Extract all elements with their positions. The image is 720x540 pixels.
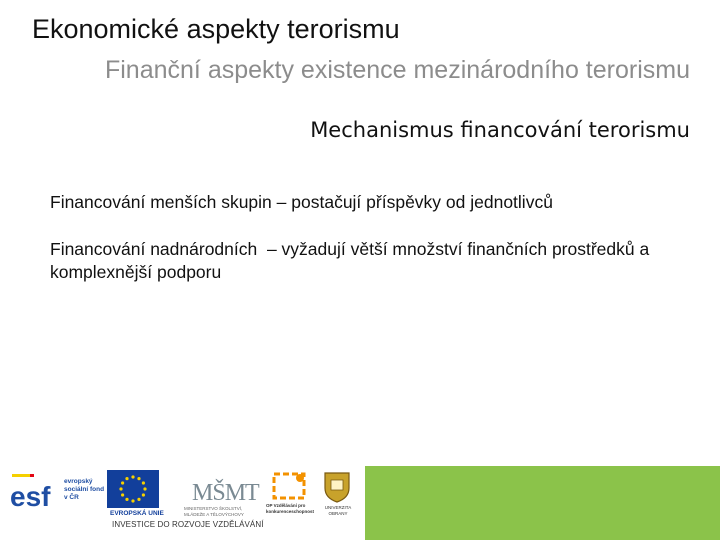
paragraph-transnational-term: Financování nadnárodních: [50, 239, 258, 259]
esf-logo-text: esf: [10, 481, 51, 512]
slide-title: Ekonomické aspekty terorismu: [32, 14, 400, 44]
eu-caption: EVROPSKÁ UNIE: [110, 510, 164, 517]
eu-flag-logo: [107, 470, 159, 508]
accent-bar: [365, 466, 720, 540]
paragraph-transnational: [50, 238, 690, 284]
paragraph-small-groups-text: – postačují příspěvky od jednotlivců: [271, 192, 553, 212]
op-logo: [268, 468, 314, 504]
paragraph-transnational-text: – vyžadují větší množství finančních prostředků a komplexnější podporu: [50, 239, 655, 282]
paragraph-small-groups-term: Financování menších skupin: [50, 192, 272, 212]
university-caption: UNIVERZITA OBRANY: [324, 505, 352, 516]
section-title: Mechanismus financování terorismu: [310, 118, 690, 142]
esf-caption: evropský sociální fond v ČR: [64, 478, 105, 501]
msmt-logo-text: MŠMT: [192, 480, 259, 506]
paragraph-small-groups: [50, 191, 690, 214]
university-crest-icon: [322, 470, 352, 504]
msmt-caption: MINISTERSTVO ŠKOLSTVÍ, MLÁDEŽE A TĚLOVÝCHOVY: [184, 506, 244, 517]
strip-caption: INVESTICE DO ROZVOJE VZDĚLÁVÁNÍ: [112, 520, 264, 529]
slide-subtitle: Finanční aspekty existence mezinárodního terorismu: [104, 56, 690, 84]
msmt-logo: [182, 468, 259, 508]
op-caption: OP Vzdělávání pro konkurenceschopnost: [266, 503, 315, 514]
